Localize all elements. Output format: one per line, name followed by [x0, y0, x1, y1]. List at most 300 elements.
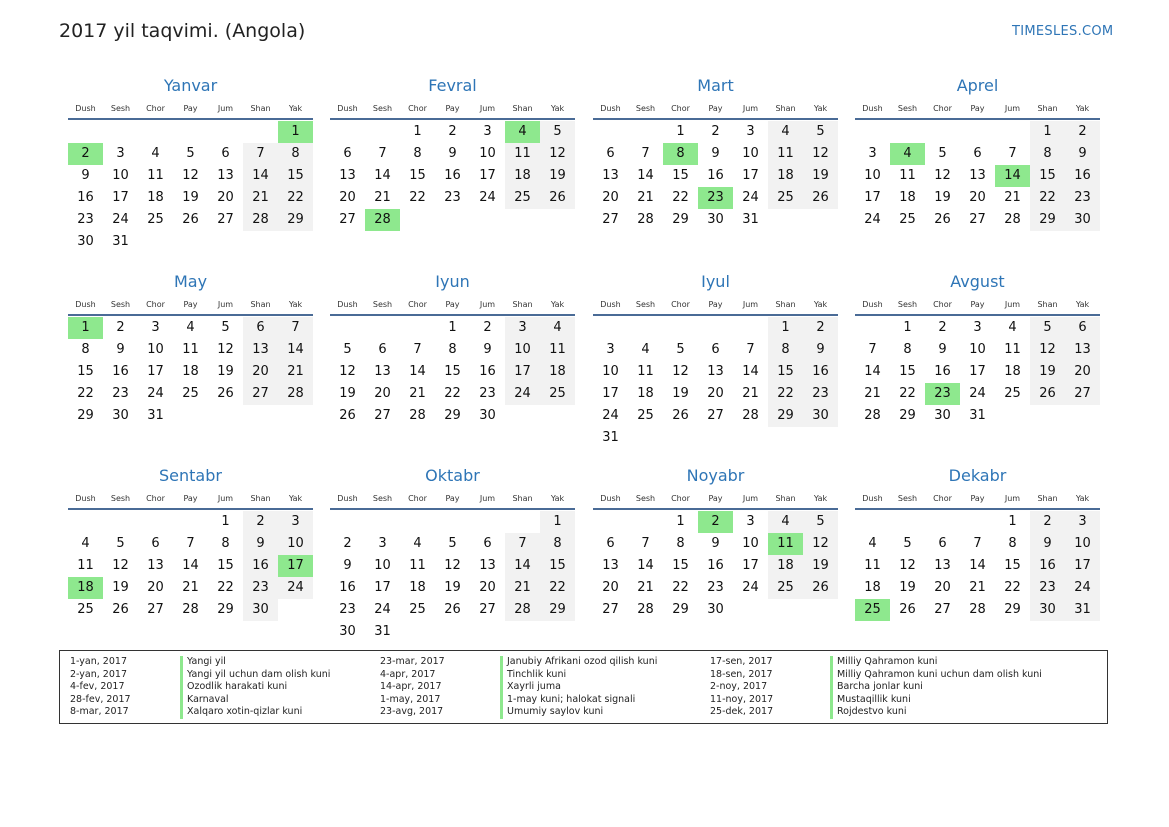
day-cell: 19	[540, 165, 575, 187]
day-cell: 7	[186, 536, 195, 551]
weekday-label: Jum	[742, 104, 759, 113]
blank-cell	[243, 121, 278, 143]
day-cell: 17	[742, 558, 759, 573]
day-cell: 1	[1030, 121, 1065, 143]
day-cell: 2	[938, 320, 947, 335]
day-cell: 8	[676, 536, 685, 551]
day-cell: 16	[1065, 165, 1100, 187]
day-cell: 27	[147, 602, 164, 617]
day-grid	[330, 317, 575, 427]
day-cell: 13	[1065, 339, 1100, 361]
weekday-label: Sesh	[897, 494, 918, 503]
day-cell: 3	[606, 342, 615, 357]
day-cell: 26	[182, 212, 199, 227]
legend-dates-column	[70, 656, 131, 719]
day-cell: 28	[182, 602, 199, 617]
weekday-header	[68, 298, 313, 312]
day-cell: 26	[1030, 383, 1065, 405]
day-cell: 22	[278, 187, 313, 209]
day-cell: 14	[409, 364, 426, 379]
blank-cell	[925, 121, 960, 143]
day-cell: 9	[803, 339, 838, 361]
site-link[interactable]: TIMESLES.COM	[1012, 24, 1114, 39]
day-cell: 2	[448, 124, 457, 139]
weekday-label: Sesh	[110, 300, 131, 309]
day-cell: 3	[973, 320, 982, 335]
weekday-label: Yak	[1075, 300, 1090, 309]
legend-date: 25-dek, 2017	[710, 706, 774, 717]
day-cell: 25	[540, 383, 575, 405]
blank-cell	[103, 121, 138, 143]
day-cell: 8	[448, 342, 457, 357]
day-cell: 6	[973, 146, 982, 161]
day-cell: 12	[540, 143, 575, 165]
day-cell: 22	[1004, 580, 1021, 595]
header-divider	[330, 314, 575, 316]
day-cell: 17	[969, 364, 986, 379]
weekday-label: Shan	[1037, 104, 1058, 113]
day-cell: 11	[77, 558, 94, 573]
legend-date: 18-sen, 2017	[710, 668, 773, 680]
day-cell: 21	[374, 190, 391, 205]
day-cell: 10	[1065, 533, 1100, 555]
weekday-label: Shan	[775, 300, 796, 309]
day-cell: 5	[903, 536, 912, 551]
month-dekabr	[855, 462, 1100, 621]
day-cell: 16	[112, 364, 129, 379]
month-iyun	[330, 268, 575, 427]
day-cell: 17	[374, 580, 391, 595]
month-name: Mart	[697, 76, 734, 95]
day-cell: 9	[938, 342, 947, 357]
day-cell: 12	[899, 558, 916, 573]
weekday-label: Yak	[288, 494, 303, 503]
day-cell: 15	[444, 364, 461, 379]
day-cell: 25	[147, 212, 164, 227]
day-cell: 7	[505, 533, 540, 555]
day-cell: 6	[938, 536, 947, 551]
legend-date: 2-noy, 2017	[710, 681, 768, 692]
legend-holiday-name: Barcha jonlar kuni	[837, 681, 923, 692]
day-cell: 17	[505, 361, 540, 383]
blank-cell	[330, 511, 365, 533]
blank-cell	[435, 511, 470, 533]
blank-cell	[628, 511, 663, 533]
weekday-label: Yak	[288, 300, 303, 309]
day-cell: 2	[243, 511, 278, 533]
day-cell: 24	[278, 577, 313, 599]
day-cell: 6	[711, 342, 720, 357]
day-cell: 23	[112, 386, 129, 401]
day-cell: 9	[448, 146, 457, 161]
day-cell: 9	[711, 146, 720, 161]
day-cell: 15	[672, 558, 689, 573]
day-cell: 13	[243, 339, 278, 361]
weekday-header	[855, 102, 1100, 116]
day-cell: 14	[505, 555, 540, 577]
day-cell: 26	[339, 408, 356, 423]
day-cell: 6	[243, 317, 278, 339]
day-cell: 5	[1030, 317, 1065, 339]
day-cell: 24	[742, 580, 759, 595]
day-cell: 1	[413, 124, 422, 139]
blank-cell	[330, 317, 365, 339]
blank-cell	[400, 511, 435, 533]
day-cell: 26	[444, 602, 461, 617]
weekday-label: Jum	[742, 300, 759, 309]
legend-holiday-name: Ozodlik harakati kuni	[187, 681, 288, 692]
day-cell: 2	[803, 317, 838, 339]
day-cell: 23	[243, 577, 278, 599]
day-cell: 18	[768, 165, 803, 187]
day-cell: 13	[969, 168, 986, 183]
weekday-header	[593, 298, 838, 312]
day-cell: 19	[444, 580, 461, 595]
day-cell: 21	[742, 386, 759, 401]
weekday-label: Sesh	[897, 300, 918, 309]
blank-cell	[505, 511, 540, 533]
header-divider	[855, 508, 1100, 510]
day-cell: 7	[641, 146, 650, 161]
day-cell: 30	[1030, 599, 1065, 621]
day-cell: 20	[969, 190, 986, 205]
day-grid	[855, 317, 1100, 427]
blank-cell	[68, 511, 103, 533]
day-cell: 28	[243, 209, 278, 231]
day-cell: 3	[1065, 511, 1100, 533]
holiday-day-cell: 14	[995, 165, 1030, 187]
day-cell: 14	[637, 168, 654, 183]
weekday-label: Chor	[671, 104, 690, 113]
day-cell: 10	[505, 339, 540, 361]
day-cell: 16	[339, 580, 356, 595]
day-cell: 7	[378, 146, 387, 161]
day-cell: 19	[672, 386, 689, 401]
day-cell: 24	[969, 386, 986, 401]
holiday-day-cell: 18	[68, 577, 103, 599]
day-cell: 16	[934, 364, 951, 379]
day-cell: 15	[278, 165, 313, 187]
day-cell: 28	[864, 408, 881, 423]
day-cell: 27	[602, 212, 619, 227]
day-cell: 15	[77, 364, 94, 379]
day-cell: 4	[151, 146, 160, 161]
day-cell: 23	[1065, 187, 1100, 209]
weekday-label: Dush	[75, 104, 96, 113]
day-cell: 12	[934, 168, 951, 183]
weekday-label: Jum	[1004, 300, 1021, 309]
weekday-label: Pay	[970, 300, 985, 309]
holiday-day-cell: 25	[855, 599, 890, 621]
day-cell: 2	[711, 124, 720, 139]
day-cell: 4	[768, 511, 803, 533]
weekday-label: Yak	[1075, 494, 1090, 503]
day-cell: 26	[934, 212, 951, 227]
blank-cell	[365, 317, 400, 339]
day-grid	[330, 121, 575, 231]
day-grid	[68, 121, 313, 253]
legend-holiday-name: Yangi yil uchun dam olish kuni	[187, 668, 331, 680]
day-cell: 10	[742, 536, 759, 551]
blank-cell	[960, 121, 995, 143]
day-cell: 9	[81, 168, 90, 183]
day-cell: 17	[147, 364, 164, 379]
day-cell: 27	[339, 212, 356, 227]
day-cell: 4	[81, 536, 90, 551]
day-cell: 21	[409, 386, 426, 401]
day-cell: 9	[483, 342, 492, 357]
blank-cell	[855, 121, 890, 143]
legend-holiday-name: Xayrli juma	[507, 681, 561, 692]
day-cell: 27	[217, 212, 234, 227]
day-cell: 3	[116, 146, 125, 161]
day-cell: 7	[868, 342, 877, 357]
day-cell: 23	[479, 386, 496, 401]
header-divider	[593, 508, 838, 510]
day-cell: 20	[1065, 361, 1100, 383]
day-cell: 12	[672, 364, 689, 379]
day-cell: 19	[899, 580, 916, 595]
day-cell: 28	[1004, 212, 1021, 227]
month-name: Avgust	[950, 272, 1005, 291]
day-cell: 15	[409, 168, 426, 183]
day-cell: 18	[864, 580, 881, 595]
day-cell: 12	[1030, 339, 1065, 361]
day-cell: 16	[243, 555, 278, 577]
day-cell: 17	[864, 190, 881, 205]
day-cell: 25	[637, 408, 654, 423]
day-cell: 21	[278, 361, 313, 383]
day-cell: 30	[707, 602, 724, 617]
day-cell: 6	[378, 342, 387, 357]
blank-cell	[995, 121, 1030, 143]
day-cell: 6	[151, 536, 160, 551]
day-cell: 1	[676, 124, 685, 139]
weekday-label: Chor	[146, 104, 165, 113]
weekday-label: Shan	[512, 494, 533, 503]
month-may	[68, 268, 313, 427]
blank-cell	[593, 121, 628, 143]
day-cell: 9	[116, 342, 125, 357]
day-grid	[855, 121, 1100, 231]
blank-cell	[733, 317, 768, 339]
day-cell: 5	[343, 342, 352, 357]
weekday-label: Yak	[550, 104, 565, 113]
day-cell: 5	[221, 320, 230, 335]
weekday-label: Shan	[775, 104, 796, 113]
blank-cell	[855, 511, 890, 533]
day-cell: 23	[707, 580, 724, 595]
day-cell: 20	[243, 361, 278, 383]
month-mart	[593, 72, 838, 231]
day-cell: 3	[868, 146, 877, 161]
holiday-day-cell: 2	[68, 143, 103, 165]
weekday-label: Shan	[1037, 494, 1058, 503]
blank-cell	[138, 511, 173, 533]
day-cell: 11	[899, 168, 916, 183]
weekday-label: Yak	[550, 300, 565, 309]
day-cell: 18	[1004, 364, 1021, 379]
day-cell: 22	[444, 386, 461, 401]
header-divider	[593, 314, 838, 316]
day-cell: 14	[969, 558, 986, 573]
weekday-label: Yak	[813, 300, 828, 309]
blank-cell	[855, 317, 890, 339]
day-cell: 8	[278, 143, 313, 165]
day-cell: 8	[413, 146, 422, 161]
day-cell: 15	[899, 364, 916, 379]
weekday-label: Sesh	[635, 104, 656, 113]
day-cell: 26	[803, 577, 838, 599]
day-cell: 27	[479, 602, 496, 617]
day-cell: 17	[479, 168, 496, 183]
day-cell: 30	[803, 405, 838, 427]
weekday-label: Pay	[445, 300, 460, 309]
weekday-label: Jum	[479, 300, 496, 309]
day-cell: 5	[938, 146, 947, 161]
day-cell: 12	[112, 558, 129, 573]
blank-cell	[663, 317, 698, 339]
month-name: Dekabr	[948, 466, 1007, 485]
month-name: Iyun	[435, 272, 470, 291]
day-cell: 25	[409, 602, 426, 617]
day-cell: 8	[221, 536, 230, 551]
day-cell: 14	[182, 558, 199, 573]
day-cell: 20	[602, 580, 619, 595]
day-cell: 31	[742, 212, 759, 227]
day-cell: 28	[278, 383, 313, 405]
day-cell: 24	[112, 212, 129, 227]
day-cell: 26	[540, 187, 575, 209]
holiday-day-cell: 2	[698, 511, 733, 533]
weekday-label: Sesh	[110, 494, 131, 503]
blank-cell	[698, 317, 733, 339]
weekday-header	[855, 492, 1100, 506]
legend-date: 2-yan, 2017	[70, 668, 127, 680]
weekday-label: Shan	[250, 104, 271, 113]
day-cell: 11	[768, 143, 803, 165]
legend-date: 11-noy, 2017	[710, 693, 774, 705]
blank-cell	[138, 121, 173, 143]
weekday-label: Dush	[75, 300, 96, 309]
day-cell: 10	[602, 364, 619, 379]
day-cell: 8	[1030, 143, 1065, 165]
day-cell: 14	[864, 364, 881, 379]
header-divider	[68, 314, 313, 316]
day-cell: 9	[1030, 533, 1065, 555]
blank-cell	[960, 511, 995, 533]
day-cell: 15	[768, 361, 803, 383]
weekday-header	[593, 492, 838, 506]
day-cell: 1	[448, 320, 457, 335]
day-cell: 10	[112, 168, 129, 183]
day-cell: 14	[742, 364, 759, 379]
day-cell: 30	[479, 408, 496, 423]
weekday-label: Chor	[146, 300, 165, 309]
day-cell: 12	[803, 143, 838, 165]
day-cell: 2	[1030, 511, 1065, 533]
weekday-label: Dush	[337, 494, 358, 503]
day-cell: 26	[803, 187, 838, 209]
legend-date: 23-avg, 2017	[380, 706, 444, 717]
day-cell: 27	[934, 602, 951, 617]
day-cell: 11	[637, 364, 654, 379]
day-cell: 22	[1030, 187, 1065, 209]
day-cell: 26	[899, 602, 916, 617]
day-cell: 3	[746, 514, 755, 529]
day-cell: 11	[182, 342, 199, 357]
day-cell: 2	[1065, 121, 1100, 143]
day-cell: 29	[1004, 602, 1021, 617]
day-cell: 7	[641, 536, 650, 551]
day-cell: 12	[339, 364, 356, 379]
blank-cell	[470, 511, 505, 533]
header-divider	[855, 314, 1100, 316]
month-name: Yanvar	[163, 76, 218, 95]
day-cell: 18	[182, 364, 199, 379]
weekday-label: Dush	[75, 494, 96, 503]
weekday-label: Dush	[337, 300, 358, 309]
day-cell: 7	[746, 342, 755, 357]
day-cell: 8	[1008, 536, 1017, 551]
day-cell: 13	[147, 558, 164, 573]
weekday-header	[855, 298, 1100, 312]
blank-cell	[628, 121, 663, 143]
day-cell: 4	[1008, 320, 1017, 335]
day-cell: 27	[602, 602, 619, 617]
day-cell: 9	[243, 533, 278, 555]
day-cell: 23	[1030, 577, 1065, 599]
day-cell: 3	[746, 124, 755, 139]
day-cell: 22	[409, 190, 426, 205]
day-cell: 14	[243, 165, 278, 187]
day-cell: 5	[803, 121, 838, 143]
day-cell: 13	[707, 364, 724, 379]
day-cell: 16	[1030, 555, 1065, 577]
day-cell: 29	[672, 602, 689, 617]
day-cell: 1	[676, 514, 685, 529]
blank-cell	[593, 317, 628, 339]
day-cell: 11	[1004, 342, 1021, 357]
weekday-label: Jum	[742, 494, 759, 503]
day-cell: 30	[1065, 209, 1100, 231]
day-cell: 22	[899, 386, 916, 401]
holiday-day-cell: 23	[698, 187, 733, 209]
day-cell: 18	[409, 580, 426, 595]
blank-cell	[365, 511, 400, 533]
day-cell: 18	[505, 165, 540, 187]
day-cell: 20	[602, 190, 619, 205]
day-cell: 17	[602, 386, 619, 401]
weekday-label: Dush	[337, 104, 358, 113]
day-cell: 22	[672, 190, 689, 205]
day-cell: 16	[77, 190, 94, 205]
day-cell: 19	[112, 580, 129, 595]
month-name: Aprel	[956, 76, 999, 95]
day-cell: 4	[868, 536, 877, 551]
day-cell: 29	[1030, 209, 1065, 231]
holiday-day-cell: 17	[278, 555, 313, 577]
day-cell: 21	[1004, 190, 1021, 205]
day-cell: 1	[903, 320, 912, 335]
day-cell: 17	[742, 168, 759, 183]
day-cell: 9	[711, 536, 720, 551]
weekday-label: Chor	[671, 494, 690, 503]
day-cell: 31	[112, 234, 129, 249]
day-cell: 22	[672, 580, 689, 595]
day-cell: 19	[217, 364, 234, 379]
day-cell: 10	[479, 146, 496, 161]
